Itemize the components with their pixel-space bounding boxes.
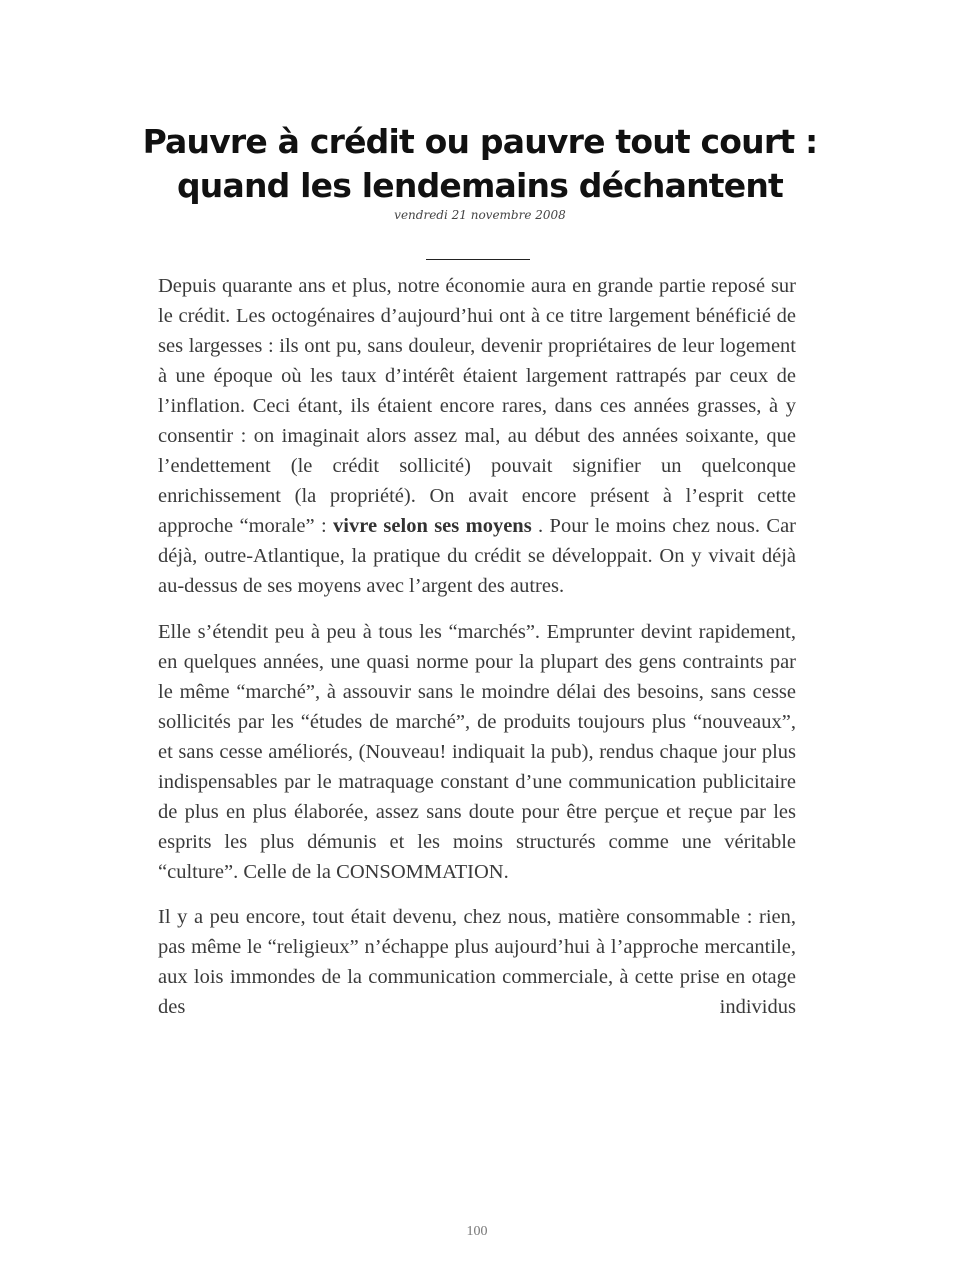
title-separator (426, 259, 530, 260)
article-body (158, 271, 796, 1038)
paragraph-1 (158, 271, 796, 601)
article-title (100, 120, 860, 208)
paragraph-1-text-start: Depuis quarante ans et plus, notre économie aura en grande partie reposé sur le crédit. Les octogénaires d’aujourd’hui ont à ce titre largement bénéficié de ses largesses : ils ont pu, sans douleur, devenir propriétaires de leur logement à une époque où les taux d’intérêt étaient largement rattrapés par ceux de l’inflation. Ceci étant, ils étaient encore rares, dans ces années grasses, à y consentir : on imaginait alors assez mal, au début des années soixante, que l’endettement (le crédit sollicité) pouvait signifier un quelconque enrichissement (la propriété). On avait encore présent à l’esprit cette approche “morale” : (158, 275, 796, 537)
paragraph-1-text-end: . Pour le moins chez nous. Car déjà, outre-Atlantique, la pratique du crédit se développait. On y vivait déjà au-dessus de ses moyens avec l’argent des autres. (158, 515, 797, 597)
page-number: 100 (466, 1224, 488, 1239)
paragraph-3: Il y a peu encore, tout était devenu, chez nous, matière consommable : rien, pas même le “religieux” n’échappe plus aujourd’hui à l’approche mercantile, aux lois immondes de la communication commerciale, à cette prise en otage des individus (158, 906, 796, 1018)
paragraph-1-bold-phrase: vivre selon ses moyens (333, 515, 532, 537)
article-date: vendredi 21 novembre 2008 (394, 208, 566, 222)
article-title-line-1: Pauvre à crédit ou pauvre tout court : (142, 122, 818, 161)
article-title-line-2: quand les lendemains déchantent (176, 166, 784, 205)
paragraph-2: Elle s’étendit peu à peu à tous les “marchés”. Emprunter devint rapidement, en quelques années, une quasi norme pour la plupart des gens contraints par le même “marché”, à assouvir sans le moindre délai des besoins, sans cesse sollicités par les “études de marché”, de produits toujours plus “nouveaux”, et sans cesse améliorés, (Nouveau! indiquait la pub), rendus chaque jour plus indispensables par le matraquage constant d’une communication publicitaire de plus en plus élaborée, assez sans doute pour être perçue et reçue par les esprits les plus démunis et les moins structurés comme une véritable “culture”. Celle de la CONSOMMATION. (158, 620, 796, 883)
